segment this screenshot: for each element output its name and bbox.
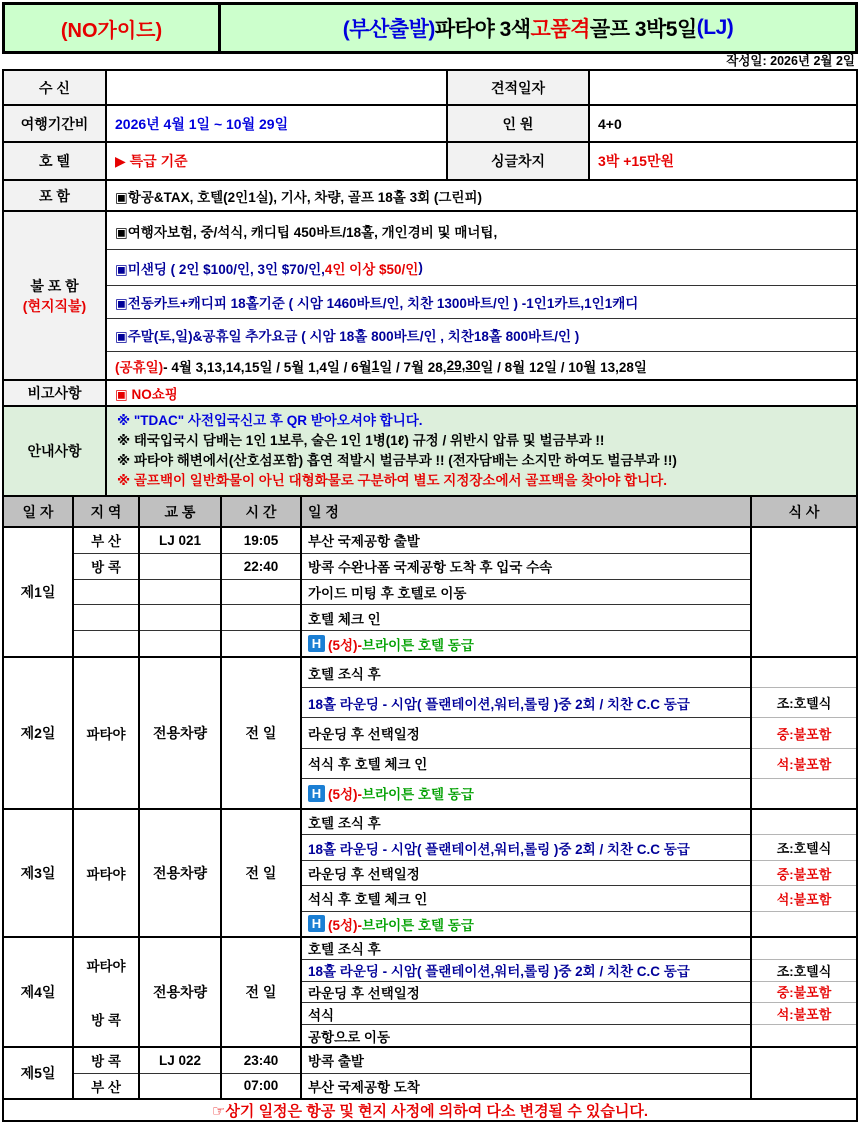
text-segment: ▣미샌딩 ( 2인 $100/인, 3인 $70/인, [115,261,325,277]
text-segment: 호텔 체크 인 [308,611,381,627]
schedule-table [2,497,858,1122]
time-cell: 19:05 [222,528,300,554]
guide-line [117,431,856,451]
region-cell [74,938,140,1046]
text-segment: ※ 파타야 해변에서(산호섬포함) 흡연 적발시 벌금부과 !! (전자담배는 소지만 하여도 벌금부과 !!) [117,453,677,468]
day-cell: 제4일 [4,938,74,1046]
transport-cell: 전용차량 [140,810,222,936]
meal-column [752,938,856,1046]
itinerary-cell [302,835,750,860]
itinerary-cell [302,658,750,688]
quote-date-label: 견적일자 [446,71,588,104]
exclude-item [107,249,856,285]
text-segment: ※ 골프백이 일반화물이 아닌 대형화물로 구분하여 별도 지정장소에서 골프백을 찾아야 합니다. [117,473,667,488]
text-segment: 방콕 출발 [308,1054,364,1070]
hotel-label: 호 텔 [4,143,105,179]
region-cell: 부 산 [74,528,138,554]
meal-cell [752,1025,856,1046]
text-segment: 석식 후 호텔 체크 인 [308,757,428,773]
itinerary-cell [302,1003,750,1025]
schedule-day-row [4,808,856,936]
hotel-badge-icon: H [308,785,325,802]
itinerary-cell [302,749,750,779]
guide-line [117,411,856,431]
region-text: 방 콕 [91,1013,121,1028]
itinerary-cell [302,1074,750,1099]
text-segment: - 4월 3,13,14,15일 / 5월 1,4일 / 6월 [163,359,372,375]
text-segment: 일 / 7월 28, [379,359,447,375]
recipient-value [105,71,446,104]
exclude-label-main: 불 포 함 [30,277,79,294]
region-cell: 방 콕 [74,1048,138,1074]
schedule-day-row [4,936,856,1046]
exclude-item [107,318,856,351]
recipient-label: 수 신 [4,71,105,104]
transport-cell: 전용차량 [140,658,222,808]
itinerary-cell [302,960,750,982]
text-segment: (부산출발) [342,18,435,41]
include-value [105,181,856,210]
transport-cell: 전용차량 [140,938,222,1046]
guide-line [117,451,856,471]
meal-cell [752,749,856,779]
meal-column [752,658,856,808]
text-segment: (5성)- [328,917,363,933]
header-meal: 식 사 [788,503,820,520]
itinerary-cell [302,1025,750,1046]
schedule-day-row [4,526,856,656]
text-segment: ▶ 특급 기준 [115,153,188,169]
itinerary-cell [302,528,750,554]
schedule-day-row [4,1046,856,1098]
text-segment: 석식 [308,1007,335,1023]
text-segment: ※ "TDAC" 사전입국신고 후 QR 받아오셔야 합니다. [117,413,423,428]
itinerary-cell [302,605,750,631]
meal-text: 석:불포함 [776,891,832,907]
schedule-day-row [4,656,856,808]
itinerary-cell [302,631,750,656]
exclude-item [107,285,856,318]
meal-cell [752,810,856,835]
itinerary-cell [302,886,750,911]
text-segment: (공휴일) [115,359,164,375]
header-transport: 교 통 [140,497,222,526]
text-segment: (5성)- [328,637,363,653]
meal-cell [752,861,856,886]
time-cell: 전 일 [222,810,302,936]
region-cell: 방 콕 [74,554,138,580]
info-block [2,69,858,497]
meal-text: 중:불포함 [776,985,832,1001]
region-cell: 부 산 [91,1079,121,1095]
text-segment: ▣ NO쇼핑 [115,387,178,402]
text-segment: 1 [371,358,380,373]
itinerary-column [302,938,752,1046]
meal-text: 석:불포함 [776,756,832,772]
period-value [105,106,446,141]
day-cell: 제1일 [4,528,74,656]
hotel-badge-icon: H [308,915,325,932]
text-segment: 고품격 [530,18,590,41]
day-cell: 제2일 [4,658,74,808]
itinerary-column [302,810,752,936]
itinerary-column [302,528,752,656]
guide-line [117,471,856,491]
exclude-section [4,210,856,379]
meal-cell [752,779,856,808]
itinerary-cell [302,912,750,936]
itinerary-cell [302,1048,750,1074]
time-cell: 전 일 [222,938,302,1046]
title-bar [2,2,858,54]
single-charge-label: 싱글차지 [446,143,588,179]
text-segment: ▣여행자보험, 중/석식, 캐디팁 450바트/18홀, 개인경비 및 매너팁, [115,224,498,240]
text-segment: 브라이튼 호텔 동급 [362,637,474,653]
region-column [74,528,140,656]
transport-cell: LJ 021 [140,528,220,554]
meal-column [752,810,856,936]
time-cell: 23:40 [222,1048,300,1074]
text-segment: ) [418,260,423,275]
remark-row [4,379,856,405]
transport-cell: LJ 022 [140,1048,220,1074]
include-label: 포 함 [4,181,105,210]
meal-text: 중:불포함 [776,726,832,742]
period-row [4,104,856,141]
transport-column [140,528,222,656]
quote-date-value [588,71,856,104]
meal-cell [752,835,856,860]
remark-label: 비고사항 [4,381,105,405]
text-segment: 호텔 조식 후 [308,816,381,832]
meal-cell [752,688,856,718]
transport-cell [140,554,220,580]
meal-cell [752,658,856,688]
time-cell [222,605,300,631]
text-segment: 29,30 [446,358,481,373]
hotel-row [4,141,856,179]
region-cell [74,580,138,606]
text-segment: 브라이튼 호텔 동급 [362,917,474,933]
text-segment: 4+0 [598,115,622,132]
text-segment: 일 / 8월 12일 / 10월 13,28일 [480,359,647,375]
time-column [222,1048,302,1098]
meal-cell [752,718,856,748]
text-segment: ※ 태국입국시 담배는 1인 1보루, 술은 1인 1병(1ℓ) 규정 / 위반시 압류 및 벌금부과 !! [117,433,605,448]
time-cell: 22:40 [222,554,300,580]
exclude-item [107,212,856,249]
text-segment: 석식 후 호텔 체크 인 [308,892,428,908]
itinerary-cell [302,982,750,1004]
quote-document [2,0,858,1122]
period-label: 여행기간비 [4,106,105,141]
meal-text: 중:불포함 [776,866,832,882]
itinerary-cell [302,861,750,886]
meal-text: 조:호텔식 [776,841,832,857]
pax-label: 인 원 [446,106,588,141]
text-segment: ▣항공&TAX, 호텔(2인1실), 기사, 차량, 골프 18홀 3회 (그린피) [115,189,482,205]
hotel-badge-icon: H [308,635,325,652]
text-segment: 파타야 3색 [434,18,531,41]
region-cell [74,605,138,631]
time-column [222,528,302,656]
text-segment: 가이드 미팅 후 호텔로 이동 [308,585,467,601]
day-cell: 제3일 [4,810,74,936]
text-segment: 라운딩 후 선택일정 [308,985,420,1001]
single-charge-value [588,143,856,179]
itinerary-cell [302,779,750,808]
text-segment: 라운딩 후 선택일정 [308,867,420,883]
header-region: 지 역 [74,497,140,526]
guide-section [4,405,856,495]
recipient-row [4,71,856,104]
text-segment: (LJ) [696,16,734,39]
transport-cell [140,580,220,606]
schedule-header [4,497,856,526]
region-text: 파타야 [86,867,126,882]
schedule-days [4,526,856,1098]
meal-cell [752,886,856,911]
text-segment: 2026년 4월 1일 ~ 10월 29일 [115,115,289,132]
meal-column [752,528,856,656]
itinerary-cell [302,554,750,580]
exclude-label-sub: (현지직불) [22,297,87,314]
text-segment: 4인 이상 $50/인 [324,261,419,277]
itinerary-column [302,1048,752,1098]
itinerary-column [302,658,752,808]
footer-notice: ☞상기 일정은 항공 및 현지 사정에 의하여 다소 변경될 수 있습니다. [4,1098,856,1120]
time-cell [222,580,300,606]
text-segment: 부산 국제공항 도착 [308,1079,420,1095]
itinerary-cell [302,810,750,835]
text-segment: 18홀 라운딩 - 시암( 플랜테이션,워터,롤링 )중 2회 / 치찬 C.C 동급 [308,696,690,712]
meal-text: 석:불포함 [776,1007,832,1023]
text-segment: ▣주말(토,일)&공휴일 추가요금 ( 시암 18홀 800바트/인 , 치찬18홀 800바트/인 ) [115,329,580,344]
text-segment: 공항으로 이동 [308,1029,390,1045]
meal-text: 조:호텔식 [776,696,832,712]
itinerary-cell [302,938,750,960]
itinerary-cell [302,688,750,718]
transport-cell [140,1074,220,1099]
itinerary-cell [302,718,750,748]
transport-cell [140,605,220,631]
text-segment: 골프 3박5일 [589,18,697,41]
meal-text: 조:호텔식 [776,963,832,979]
region-text: 파타야 [86,959,126,974]
include-row [4,179,856,210]
itinerary-cell [302,580,750,606]
transport-cell [140,631,220,656]
remark-value [105,381,856,405]
text-segment: ▣전동카트+캐디피 18홀기준 ( 시암 1460바트/인, 치찬 1300바트/인 ) -1인1카트,1인1캐디 [115,296,639,311]
hotel-value [105,143,446,179]
guide-label: 안내사항 [4,407,105,495]
region-cell [74,810,140,936]
day-cell: 제5일 [4,1048,74,1098]
meal-cell [752,1003,856,1025]
region-cell [74,631,138,656]
header-time: 시 간 [222,497,302,526]
text-segment: 브라이튼 호텔 동급 [362,787,474,803]
no-guide-label: (NO가이드) [5,5,221,51]
time-cell [222,631,300,656]
text-segment: 호텔 조식 후 [308,666,381,682]
text-segment: 호텔 조식 후 [308,942,381,958]
text-segment: 18홀 라운딩 - 시암( 플랜테이션,워터,롤링 )중 2회 / 치찬 C.C 동급 [308,841,690,857]
meal-cell [752,938,856,960]
text-segment: 라운딩 후 선택일정 [308,727,420,742]
exclude-item [107,351,856,379]
exclude-rows [105,212,856,379]
transport-column [140,1048,222,1098]
region-cell [74,658,140,808]
page-title [221,5,855,51]
time-cell: 전 일 [222,658,302,808]
text-segment: 부산 국제공항 출발 [308,534,420,550]
meal-column [752,1048,856,1098]
header-day: 일 자 [4,497,74,526]
time-cell: 07:00 [243,1078,279,1094]
text-segment: 3박 +15만원 [598,153,674,169]
text-segment: 방콕 수완나폼 국제공항 도착 후 입국 수속 [308,560,553,576]
exclude-label [4,212,105,379]
region-column [74,1048,140,1098]
guide-lines [105,407,856,495]
meal-cell [752,982,856,1004]
region-text: 파타야 [86,727,126,742]
pax-value [588,106,856,141]
meal-cell [752,960,856,982]
text-segment: (5성)- [328,787,363,803]
header-itinerary: 일 정 [302,497,752,526]
created-date: 작성일: 2026년 2월 2일 [726,54,855,68]
text-segment: 18홀 라운딩 - 시암( 플랜테이션,워터,롤링 )중 2회 / 치찬 C.C 동급 [308,964,690,980]
meal-cell [752,912,856,936]
